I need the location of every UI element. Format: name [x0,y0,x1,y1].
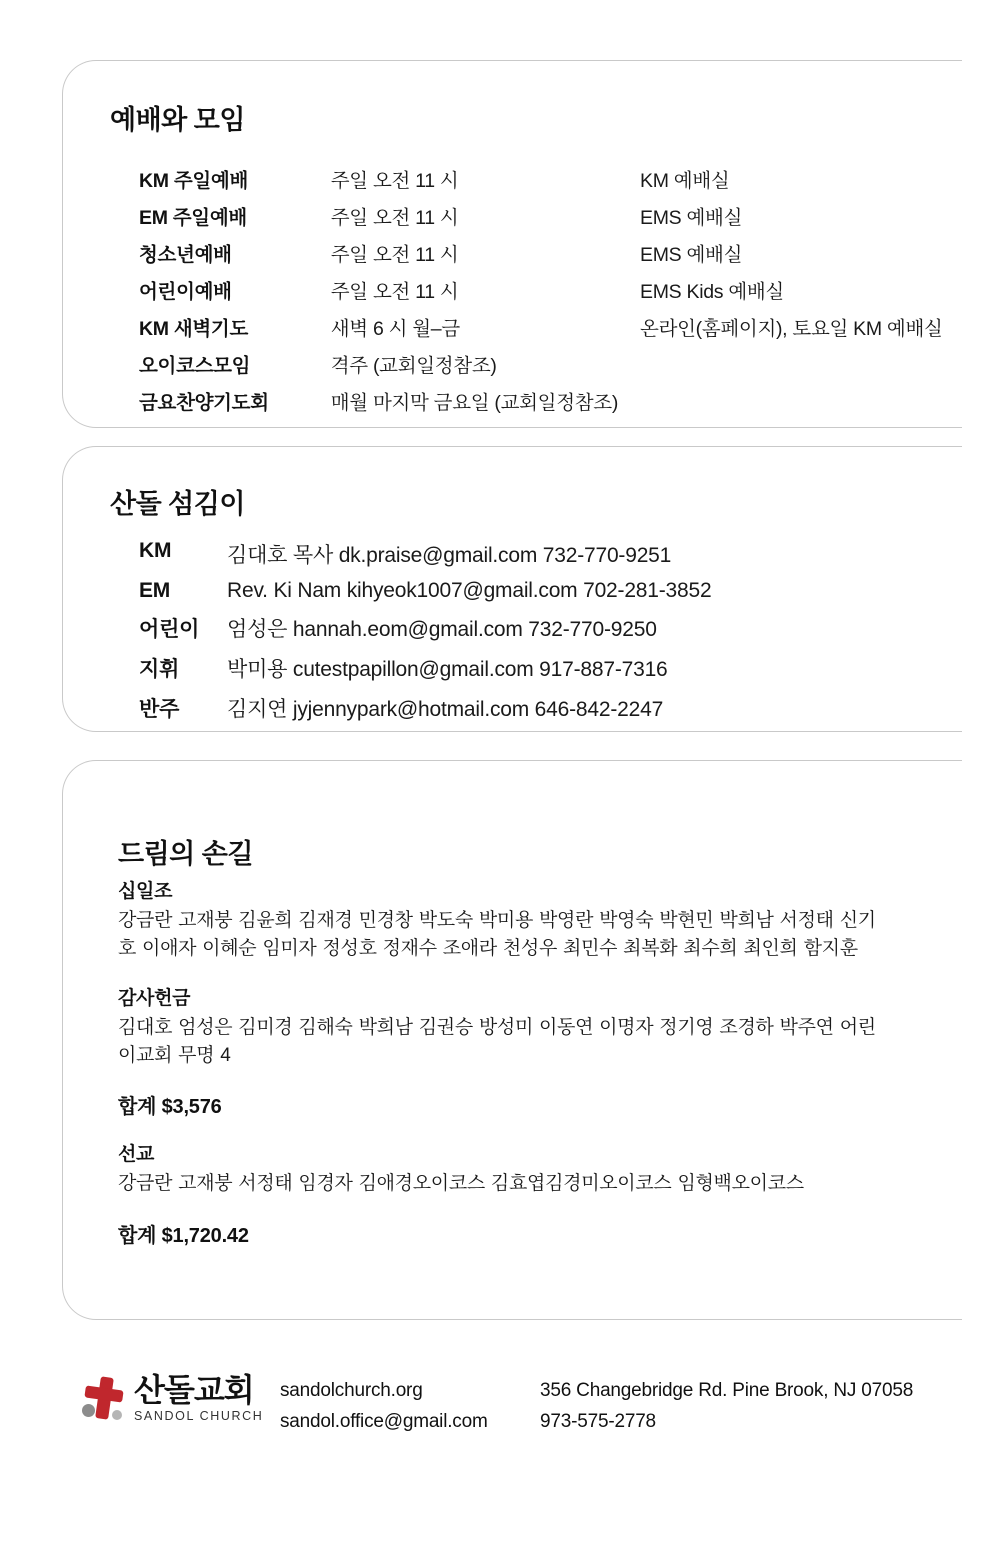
worship-time: 주일 오전 11 시 [330,169,459,192]
logo-name-en: SANDOL CHURCH [134,1409,264,1423]
worship-place: EMS 예배실 [640,243,743,266]
worship-name: 금요찬양기도회 [139,391,269,414]
staff-table [139,534,711,728]
mission-block [118,1139,888,1247]
thanks-total: 합계 $3,576 [118,1096,222,1119]
staff-role: EM [139,579,171,602]
worship-place: EMS Kids 예배실 [640,280,784,303]
email-link[interactable]: sandol.office@gmail.com [280,1410,488,1432]
logo-text [134,1374,263,1423]
staff-role: KM [139,539,172,562]
worship-name: EM 주일예배 [139,206,247,229]
address-text: 356 Changebridge Rd. Pine Brook, NJ 07058 [540,1380,914,1401]
worship-place: KM 예배실 [640,169,730,192]
table-row [139,345,943,382]
table-row [139,382,943,419]
offering-body [118,876,888,1268]
worship-place: 온라인(홈페이지), 토요일 KM 예배실 [640,317,943,340]
cross-logo-icon [82,1374,126,1422]
mission-names: 강금란 고재붕 서정태 임경자 김애경오이코스 김효엽김경미오이코스 임형백오이코스 [118,1173,804,1195]
staff-contact: 박미용 cutestpapillon@gmail.com 917-887-7316 [227,658,668,681]
staff-contact: Rev. Ki Nam kihyeok1007@gmail.com 702-281-3852 [227,579,712,602]
table-row [139,574,711,608]
table-row [139,160,943,197]
website-link[interactable]: sandolchurch.org [280,1380,423,1401]
table-row [139,234,943,271]
staff-section-title: 산돌 섬김이 [110,489,245,519]
worship-time: 주일 오전 11 시 [330,206,459,229]
mission-total: 합계 $1,720.42 [118,1224,249,1247]
worship-name: 오이코스모임 [139,354,251,377]
table-row [139,608,711,648]
worship-time: 매월 마지막 금요일 (교회일정참조) [330,391,619,414]
footer [72,1368,952,1458]
tithe-heading: 십일조 [118,881,173,902]
phone-text: 973-575-2778 [540,1410,656,1432]
worship-schedule-table [139,160,943,419]
staff-contact: 김대호 목사 dk.praise@gmail.com 732-770-9251 [227,544,672,567]
church-logo [82,1374,263,1423]
worship-time: 주일 오전 11 시 [330,243,459,266]
worship-place [640,382,943,419]
table-row [139,688,711,728]
staff-contact: 김지연 jyjennypark@hotmail.com 646-842-2247 [227,698,664,721]
table-row [139,197,943,234]
table-row [139,271,943,308]
staff-role: 어린이 [139,618,200,641]
table-row [139,648,711,688]
footer-web-contact [280,1376,488,1438]
thanks-block [118,983,888,1119]
table-row [139,534,711,574]
table-row [139,308,943,345]
staff-contact: 엄성은 hannah.eom@gmail.com 732-770-9250 [227,618,657,641]
staff-role: 지휘 [139,658,180,681]
tithe-block [118,876,888,963]
worship-name: KM 주일예배 [139,169,248,192]
staff-role: 반주 [139,698,180,721]
mission-heading: 선교 [118,1144,155,1166]
thanks-names: 김대호 엄성은 김미경 김해숙 박희남 김권승 방성미 이동연 이명자 정기영 조경하 박주연 어린이교회 무명 4 [118,1017,876,1067]
tithe-names: 강금란 고재붕 김윤희 김재경 민경창 박도숙 박미용 박영란 박영숙 박현민 박희남 서정태 신기호 이애자 이혜순 임미자 정성호 정재수 조애라 천성우 최민수 최복화 최수희 최인희 함지훈 [118,910,876,960]
worship-place: EMS 예배실 [640,206,743,229]
footer-address-contact [540,1376,913,1438]
logo-name-ko: 산돌교회 [134,1372,254,1408]
worship-time: 주일 오전 11 시 [330,280,459,303]
worship-name: 청소년예배 [139,243,232,266]
worship-name: KM 새벽기도 [139,317,248,340]
thanks-heading: 감사헌금 [118,988,191,1010]
worship-place [640,345,943,382]
worship-name: 어린이예배 [139,280,232,303]
worship-section-title: 예배와 모임 [110,105,245,135]
offering-section-title: 드림의 손길 [118,839,253,869]
worship-time: 격주 (교회일정참조) [330,354,497,377]
worship-time: 새벽 6 시 월–금 [330,317,460,340]
